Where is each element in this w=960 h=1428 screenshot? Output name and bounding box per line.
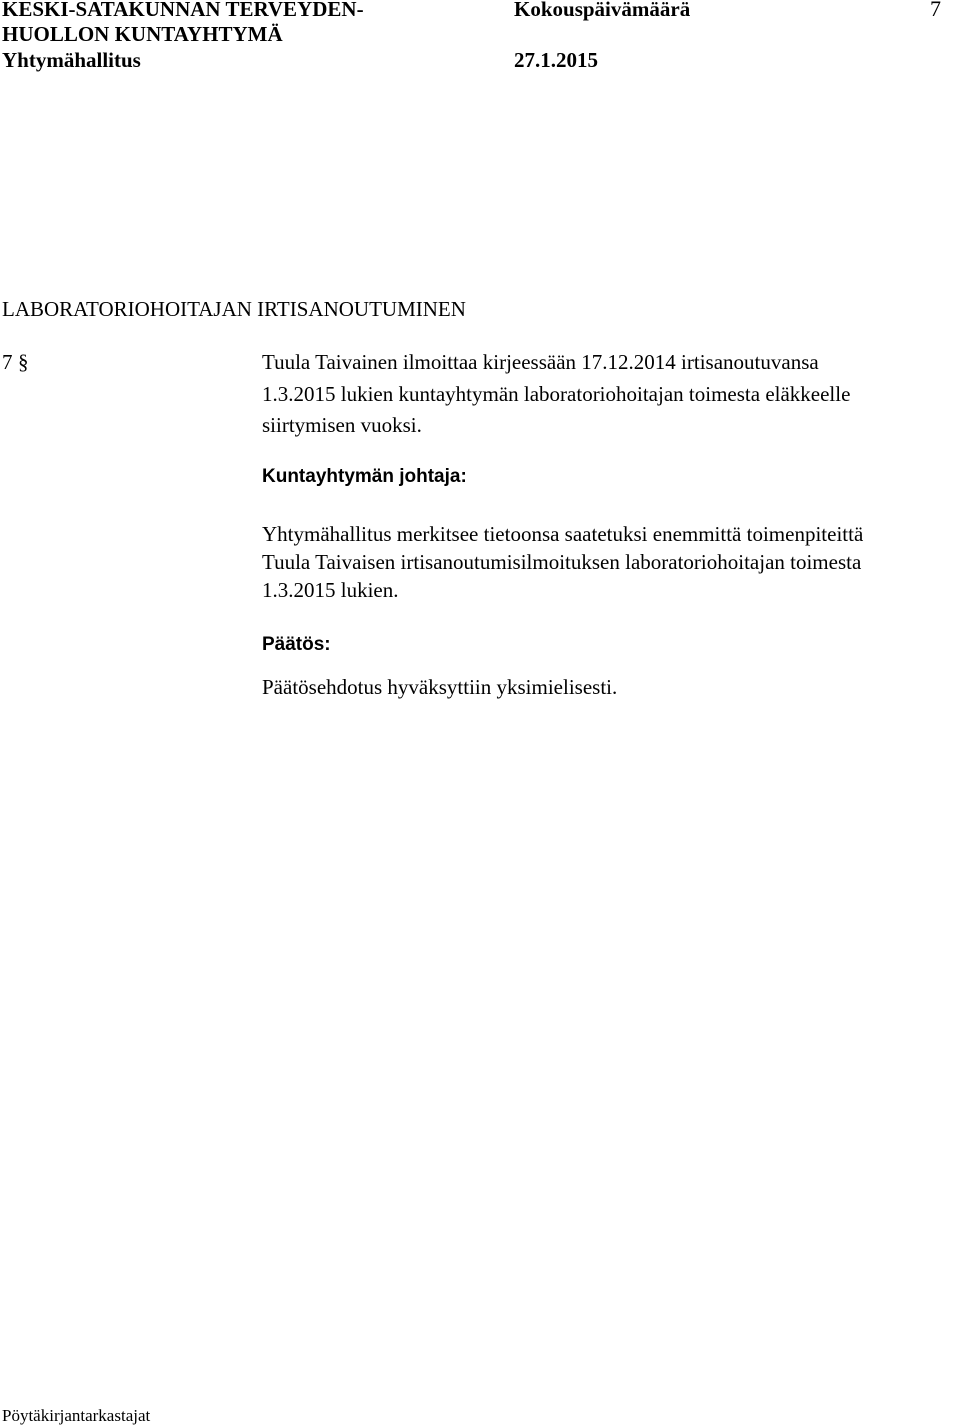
proposal-heading: Kuntayhtymän johtaja: <box>262 466 467 487</box>
page-number: 7 <box>930 0 941 21</box>
body-name: Yhtymähallitus <box>2 48 141 72</box>
org-name-line1: KESKI-SATAKUNNAN TERVEYDEN- <box>2 0 364 21</box>
section-sign: § <box>18 350 29 374</box>
intro-line-1: Tuula Taivainen ilmoittaa kirjeessään 17.12.2014 irtisanoutuvansa <box>262 350 819 374</box>
proposal-line-3: 1.3.2015 lukien. <box>262 578 399 602</box>
meeting-date-label: Kokouspäivämäärä <box>514 0 691 21</box>
proposal-line-2: Tuula Taivaisen irtisanoutumisilmoituksen laboratoriohoitajan toimesta <box>262 550 862 574</box>
section-number: 7 <box>2 350 13 374</box>
intro-line-2: 1.3.2015 lukien kuntayhtymän laboratoriohoitajan toimesta eläkkeelle <box>262 382 851 406</box>
org-name-line2: HUOLLON KUNTAYHTYMÄ <box>2 22 283 46</box>
document-title: LABORATORIOHOITAJAN IRTISANOUTUMINEN <box>2 297 466 321</box>
intro-line-3: siirtymisen vuoksi. <box>262 413 422 437</box>
footer-label: Pöytäkirjantarkastajat <box>2 1406 151 1425</box>
decision-text: Päätösehdotus hyväksyttiin yksimielisesti. <box>262 675 618 699</box>
proposal-line-1: Yhtymähallitus merkitsee tietoonsa saatetuksi enemmittä toimenpiteittä <box>262 522 864 546</box>
meeting-date: 27.1.2015 <box>514 48 598 72</box>
decision-heading: Päätös: <box>262 634 331 655</box>
